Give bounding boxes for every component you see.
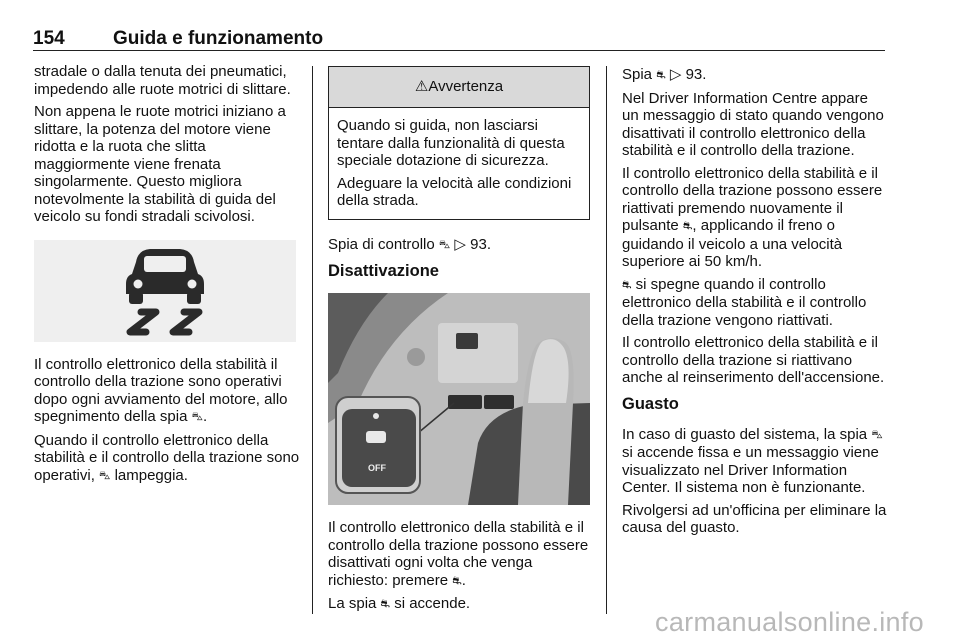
- page-header: [33, 28, 885, 51]
- esc-off-icon: ⛐: [452, 574, 462, 587]
- warning-header: [329, 67, 589, 108]
- column-left: stradale o dalla tenuta dei pneumatici, impedendo alle ruote motrici di slittare. Non appena le ruote motrici iniziano a slittare, la potenza del motore viene ridotta e la ruota che slitta maggiormente viene frenata singolarmente. Questo migliora notevolmente la stabilità di guida del veicolo su fondi stradali scivolosi. Il controllo elettronico della stabilità il controllo della trazione sono operativi dopo ogni avviamento del motore, allo spegnimento della spia ⛍. Quando il controllo elettronico della stabilità e il controllo della trazione sono operativi, ⛍ lampeggia.: [34, 63, 300, 484]
- arrow-icon: ▷: [669, 66, 682, 83]
- paragraph: Il controllo elettronico della stabilità e il controllo della trazione si riattivano anche al reinserimento dell'accensione.: [622, 334, 885, 386]
- paragraph: Il controllo elettronico della stabilità il controllo della trazione sono operativi dopo ogni avviamento del motore, allo spegnimento della spia: [34, 355, 288, 425]
- esc-warning-icon: ⛍: [871, 428, 883, 441]
- esc-off-icon: ⛐: [682, 220, 693, 232]
- column-divider: [312, 66, 313, 614]
- paragraph: Nel Driver Information Centre appare un messaggio di stato quando vengono disattivati il controllo elettronico della stabilità e il controllo della trazione.: [622, 89, 884, 159]
- traction-control-illustration: [34, 240, 296, 342]
- paragraph: Rivolgersi ad un'officina per eliminare la causa del guasto.: [622, 501, 887, 536]
- page-reference: 93.: [470, 235, 491, 253]
- watermark: carmanualsonline.info: [655, 607, 924, 637]
- warning-icon: ⚠: [414, 78, 429, 95]
- skidding-car-icon: [34, 240, 296, 342]
- warning-text: Adeguare la velocità alle condizioni della strada.: [337, 174, 572, 209]
- esc-off-icon: ⛐: [380, 598, 391, 610]
- section-heading: Guasto: [622, 394, 679, 413]
- paragraph: stradale o dalla tenuta dei pneumatici, impedendo alle ruote motrici di slittare.: [34, 63, 291, 98]
- column-right: Spia ⛐ ▷ 93. Nel Driver Information Centre appare un messaggio di stato quando vengono disattivati il controllo elettronico della stabilità e il controllo della trazione. Il controllo elettronico della stabilità e il controllo della trazione possono essere riattivati premendo nuovamente il pulsante ⛐, applicando il freno o guidando il veicolo a una velocità superiore ai 50 km/h. ⛐ si spegne quando il controllo elettronico della stabilità e il controllo della trazione vengono riattivati. Il controllo elettronico della stabilità e il controllo della trazione si riattivano anche al reinserimento dell'accensione. Guasto In caso di guasto del sistema, la spia ⛍ si accende fissa e un messaggio viene visualizzato nel Driver Information Center. Il sistema non è funzionante. Rivolgersi ad un'officina per eliminare la causa del guasto.: [622, 66, 887, 536]
- column-divider: [606, 66, 607, 614]
- esc-button-photo: [328, 293, 590, 505]
- paragraph: Il controllo elettronico della stabilità e il controllo della trazione possono essere riattivati premendo nuovamente il pulsante: [622, 164, 883, 234]
- off-label: OFF: [368, 463, 386, 473]
- chapter-title: Guida e funzionamento: [113, 28, 324, 49]
- esc-warning-icon: ⛍: [438, 238, 451, 251]
- section-heading: Disattivazione: [328, 262, 439, 280]
- column-middle: ⚠Avvertenza Quando si guida, non lasciarsi tentare dalla funzionalità di questa speciale dotazione di sicurezza. Adeguare la velocità alle condizioni della strada. Spia di controllo ⛍ ▷ 93. Disattivazione OFF Il controllo elettronico della stabilità e il controllo della trazione possono essere disattivati ogni volta che venga richiesto: premere ⛐. La spia ⛐ si accende.: [328, 66, 590, 619]
- esc-off-icon: ⛐: [656, 69, 666, 81]
- esc-warning-icon: ⛍: [191, 411, 203, 423]
- paragraph: Non appena le ruote motrici iniziano a slittare, la potenza del motore viene ridotta e la ruota che slitta maggiormente viene frenata singolarmente. Questo migliora notevolmente la stabilità di guida del veicolo su fondi stradali scivolosi.: [34, 103, 286, 225]
- warning-box: [328, 66, 590, 220]
- paragraph: Quando il controllo elettronico della stabilità e il controllo della trazione sono operativi,: [34, 431, 300, 484]
- page-reference: 93.: [685, 66, 707, 83]
- page-number: 154: [33, 28, 65, 49]
- arrow-icon: ▷: [454, 235, 466, 253]
- warning-title: Avvertenza: [428, 78, 504, 95]
- warning-text: Quando si guida, non lasciarsi tentare dalla funzionalità di questa speciale dotazione di sicurezza.: [337, 117, 565, 169]
- esc-warning-icon: ⛍: [99, 469, 111, 482]
- paragraph: Il controllo elettronico della stabilità e il controllo della trazione possono essere disattivati ogni volta che venga richiesto: premere: [328, 519, 589, 589]
- esc-off-icon: ⛐: [622, 278, 632, 291]
